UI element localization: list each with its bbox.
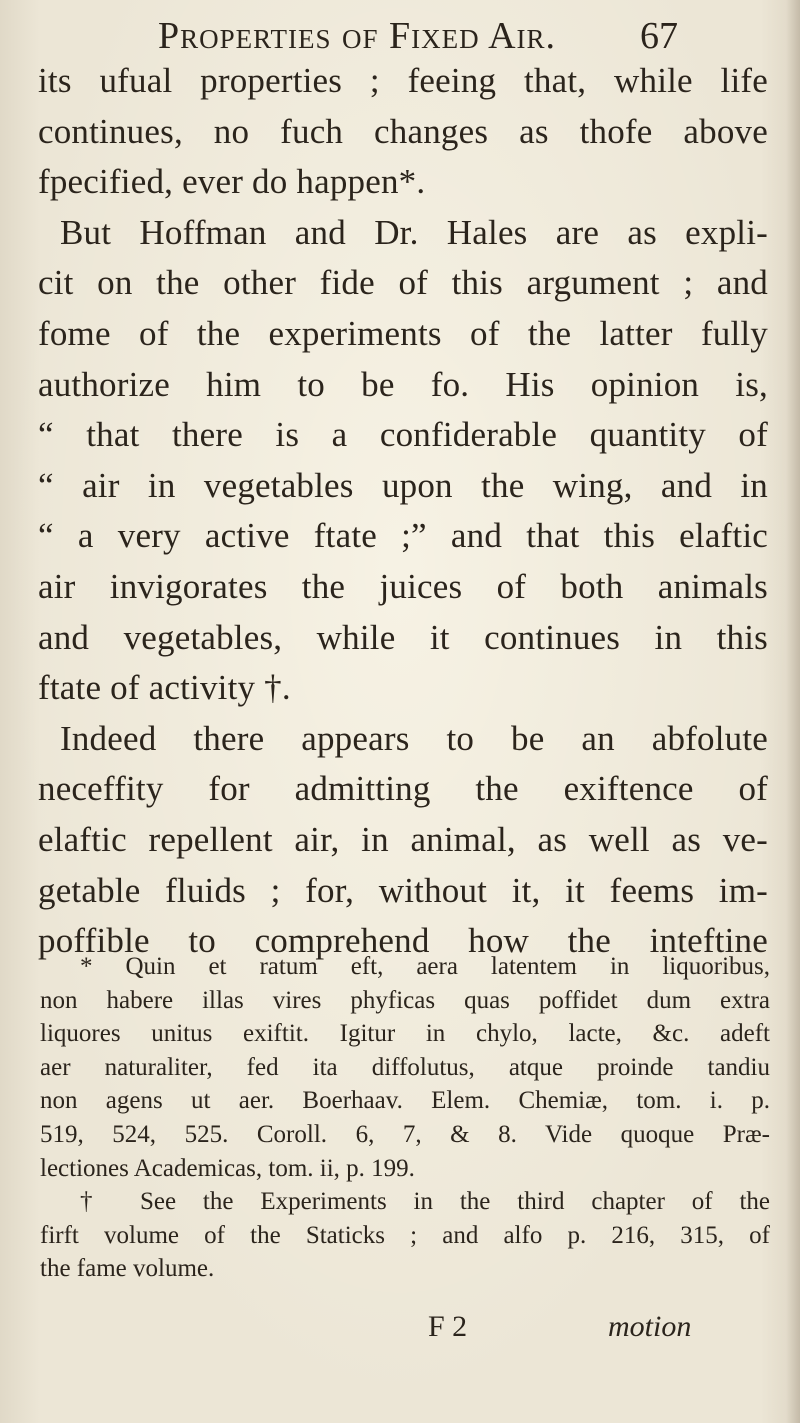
footnote-line: aer naturaliter, fed ita diffolutus, atque proinde tandiu <box>40 1053 770 1081</box>
page-number: 67 <box>640 15 678 57</box>
text-line: elaftic repellent air, in animal, as well as ve- <box>38 819 768 859</box>
text-line: Indeed there appears to be an abfolute <box>60 718 768 758</box>
text-line: continues, no fuch changes as thofe above <box>38 111 768 151</box>
footnote-line: * Quin et ratum eft, aera latentem in liquoribus, <box>80 953 770 980</box>
footnote-line: liquores unitus exiftit. Igitur in chylo, lacte, &c. adeft <box>40 1020 770 1048</box>
page-footer <box>0 1310 800 1350</box>
footnote-line: non agens ut aer. Boerhaav. Elem. Chemiæ, tom. i. p. <box>40 1087 770 1115</box>
catchword: motion <box>608 1310 692 1343</box>
footnote-line: 519, 524, 525. Coroll. 6, 7, & 8. Vide quoque Præ- <box>40 1120 770 1148</box>
footnote-line: † See the Experiments in the third chapter of the <box>80 1188 770 1216</box>
text-line: neceffity for admitting the exiftence of <box>38 769 768 809</box>
text-line: air invigorates the juices of both animals <box>38 566 768 606</box>
text-line: fpecified, ever do happen*. <box>38 162 426 202</box>
footnote-line: firft volume of the Staticks ; and alfo p. 216, 315, of <box>40 1221 770 1249</box>
text-line: cit on the other fide of this argument ; and <box>38 263 768 303</box>
text-line: poffible to comprehend how the inteftine <box>38 921 768 961</box>
text-line: and vegetables, while it continues in this <box>38 617 768 657</box>
footnote-line: non habere illas vires phyficas quas poffidet dum extra <box>40 986 770 1014</box>
text-line: authorize him to be fo. His opinion is, <box>38 364 768 404</box>
footnote-line: lectiones Academicas, tom. ii, p. 199. <box>40 1154 415 1182</box>
text-line: ftate of activity †. <box>38 668 291 708</box>
running-head <box>0 8 800 58</box>
text-line: But Hoffman and Dr. Hales are as expli- <box>60 212 768 252</box>
text-line: getable fluids ; for, without it, it feems im- <box>38 870 768 910</box>
text-line: “ air in vegetables upon the wing, and in <box>38 465 768 505</box>
page-edge-shadow <box>786 0 800 1423</box>
text-line: “ that there is a confiderable quantity of <box>38 415 768 455</box>
text-line: fome of the experiments of the latter fully <box>38 313 768 353</box>
signature-mark: F 2 <box>428 1310 468 1343</box>
running-head-title: Properties of Fixed Air. <box>158 15 557 57</box>
text-line: its ufual properties ; feeing that, while life <box>38 61 768 100</box>
main-text <box>38 56 768 967</box>
footnote-line: the fame volume. <box>40 1255 215 1283</box>
text-line: “ a very active ftate ;” and that this elaftic <box>38 516 768 556</box>
footnotes <box>40 950 770 1286</box>
